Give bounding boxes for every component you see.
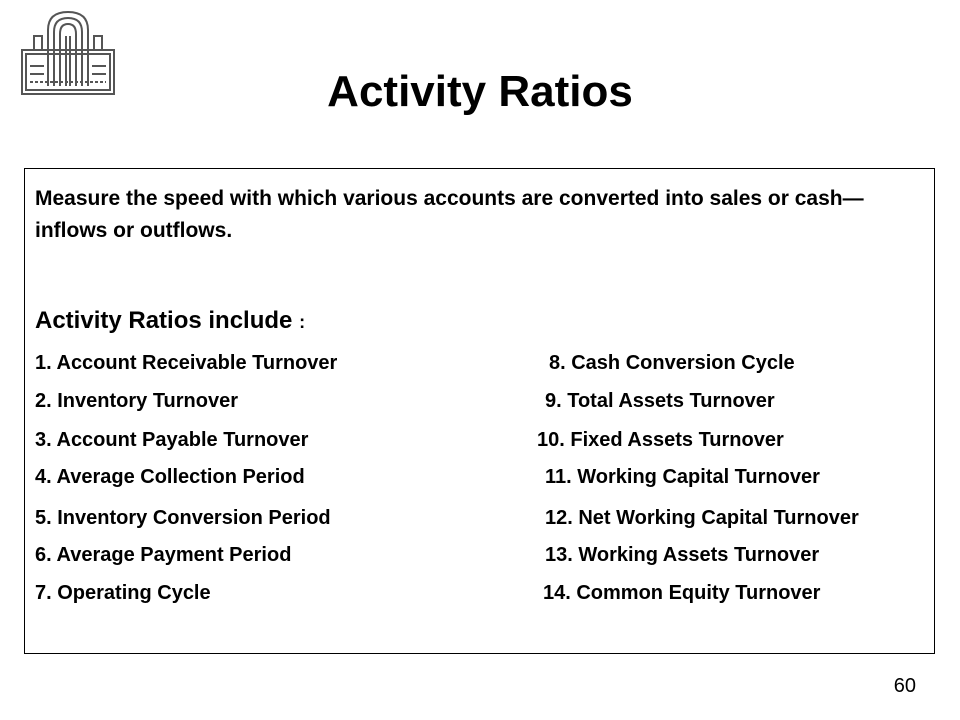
list-item: 14. Common Equity Turnover: [543, 582, 821, 604]
list-item: 6. Average Payment Period: [35, 544, 292, 566]
slide-title: Activity Ratios: [327, 67, 633, 116]
list-item: 4. Average Collection Period: [35, 466, 305, 488]
list-item: 5. Inventory Conversion Period: [35, 507, 331, 529]
list-item: 11. Working Capital Turnover: [545, 466, 820, 488]
list-item: 7. Operating Cycle: [35, 582, 211, 604]
list-item: 9. Total Assets Turnover: [545, 390, 775, 412]
list-item: 12. Net Working Capital Turnover: [545, 507, 859, 529]
page-number: 60: [893, 675, 916, 697]
content-box: [24, 168, 935, 654]
list-item: 2. Inventory Turnover: [35, 390, 239, 412]
list-item: 8. Cash Conversion Cycle: [549, 352, 795, 374]
list-item: 10. Fixed Assets Turnover: [537, 429, 784, 451]
list-item: 1. Account Receivable Turnover: [35, 352, 338, 374]
intro-text: Measure the speed with which various accounts are converted into sales or cash—inflows or outflows.: [35, 187, 864, 242]
ratios-subheading-colon: :: [299, 312, 306, 332]
list-item: 13. Working Assets Turnover: [545, 544, 820, 566]
ratios-subheading-text: Activity Ratios include: [35, 307, 293, 334]
ratios-subheading: [35, 305, 305, 338]
list-item: 3. Account Payable Turnover: [35, 429, 309, 451]
